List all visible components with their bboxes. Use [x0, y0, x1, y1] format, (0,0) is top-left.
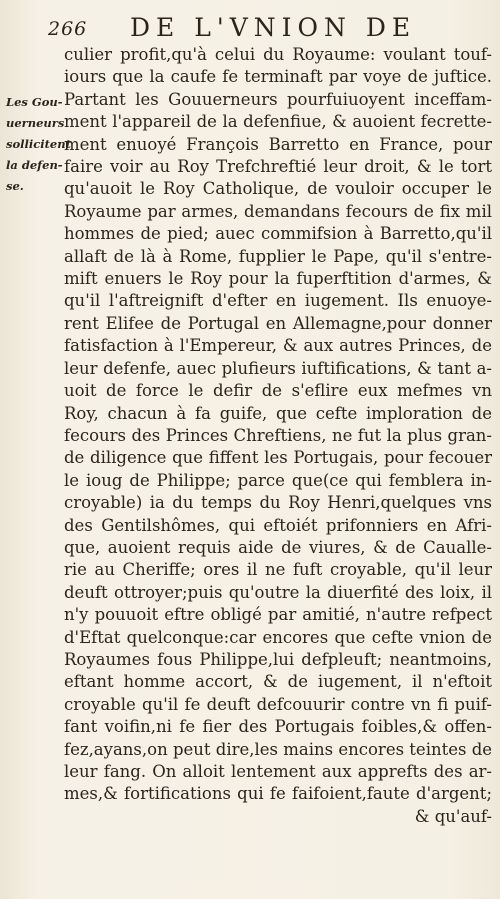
text-line: fatisfaction à l'Empereur, & aux autres Princes, de	[64, 336, 492, 356]
margin-note	[6, 92, 71, 197]
text-line: qu'il l'aftreignift d'efter en iugement. Ils enuoye-	[64, 291, 492, 311]
text-line: Royaumes fous Philippe,lui defpleuft; neantmoins,	[64, 649, 492, 669]
text-line: qu'auoit le Roy Catholique, de vouloir occuper le	[64, 179, 492, 199]
text-line: ment l'appareil de la defenfiue, & auoient fecrette-	[64, 112, 492, 132]
text-line: Partant les Gouuerneurs pourfuiuoyent inceffam-	[64, 89, 492, 109]
text-line: Roy, chacun à fa guife, que cefte imploration de	[64, 403, 492, 423]
text-line: deuft ottroyer;puis qu'outre la diuerfité des loix, il	[64, 582, 492, 602]
text-line: mift enuers le Roy pour la fuperftition d'armes, &	[64, 269, 492, 289]
catchword: & qu'auf-	[414, 806, 492, 826]
margin-note-line: la defen-	[6, 158, 63, 172]
text-line: Royaume par armes, demandans fecours de fix mil	[64, 201, 492, 221]
text-line: uoit de force le defir de s'eflire eux mefmes vn	[64, 381, 492, 401]
text-line: leur defenfe, auec plufieurs iuftifications, & tant a-	[64, 358, 492, 378]
margin-note-line: sollicitent	[6, 137, 71, 151]
body-text	[64, 44, 492, 828]
text-line: culier profit,qu'à celui du Royaume: voulant touf-	[64, 45, 492, 64]
text-line: mes,& fortifications qui fe faifoient,faute d'argent;	[64, 784, 492, 804]
text-line: iours que la caufe fe terminaft par voye de juftice.	[64, 67, 492, 87]
running-title: DE L'VNION DE	[130, 13, 417, 42]
text-line: fant voifin,ni fe fier des Portugais foibles,& offen-	[64, 717, 492, 737]
page-number: 266	[48, 18, 88, 40]
text-line: leur fang. On alloit lentement aux apprefts des ar-	[64, 762, 492, 781]
text-line: croyable qu'il fe deuft defcouurir contre vn fi puif-	[64, 694, 492, 714]
text-line: rent Elifee de Portugal en Allemagne,pour donner	[64, 313, 492, 333]
text-line: n'y pouuoit eftre obligé par amitié, n'autre refpect	[64, 605, 492, 625]
text-line: de diligence que fiffent les Portugais, pour fecouer	[64, 448, 492, 468]
text-line: faire voir au Roy Trefchreftié leur droit, & le tort	[64, 157, 492, 177]
text-line: le ioug de Philippe; parce que(ce qui femblera in-	[64, 470, 492, 490]
margin-note-line: se.	[6, 179, 24, 193]
text-line: d'Eftat quelconque:car encores que cefte vnion de	[64, 627, 492, 647]
text-line: croyable) ia du temps du Roy Henri,quelques vns	[64, 493, 492, 513]
text-line: fecours des Princes Chreftiens, ne fut la plus gran-	[64, 425, 492, 445]
text-line: eftant homme accort, & de iugement, il n'eftoit	[64, 672, 492, 692]
page-header	[0, 8, 500, 42]
text-line: que, auoient requis aide de viures, & de Caualle-	[64, 537, 492, 557]
text-line: des Gentilshômes, qui eftoiét prifonniers en Afri-	[64, 515, 492, 535]
text-line: fez,ayans,on peut dire,les mains encores teintes de	[64, 739, 492, 759]
margin-note-line: Les Gou-	[6, 95, 63, 109]
text-line: rie au Cheriffe; ores il ne fuft croyable, qu'il leur	[64, 560, 492, 580]
text-line: hommes de pied; auec commifsion à Barretto,qu'il	[64, 224, 492, 244]
text-line: allaft de là à Rome, fupplier le Pape, qu'il s'entre-	[64, 246, 492, 266]
margin-note-line: uerneurs	[6, 116, 65, 130]
text-line: ment enuoyé François Barretto en France, pour	[64, 134, 492, 154]
